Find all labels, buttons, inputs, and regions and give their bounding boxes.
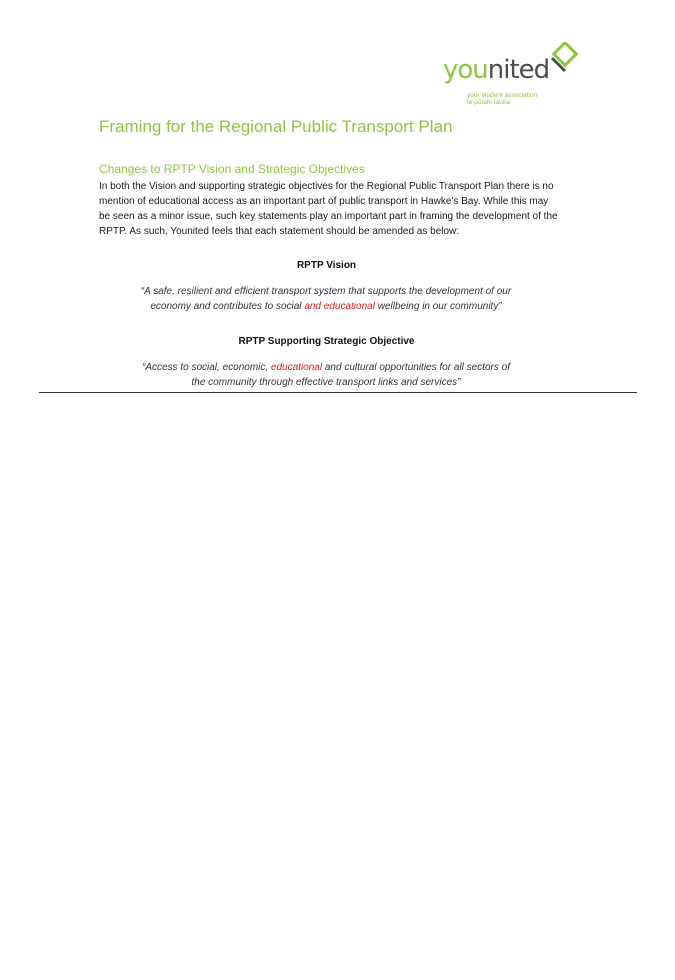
- logo-tagline-line2: te pūtahi tauira: [467, 99, 511, 106]
- document-title: Framing for the Regional Public Transport Plan: [99, 117, 453, 136]
- objective-quote: [140, 360, 512, 390]
- objective-heading: RPTP Supporting Strategic Objective: [238, 336, 415, 347]
- objective-heading-block: [99, 336, 554, 347]
- objective-quote-highlight: educational: [270, 362, 323, 373]
- vision-heading: RPTP Vision: [296, 260, 357, 271]
- objective-quote-part2: and cultural opportunities for all sectors of the community through effective transport links and services”: [191, 362, 510, 388]
- vision-quote-highlight: and educational: [304, 301, 375, 312]
- body-paragraph: In both the Vision and supporting strategic objectives for the Regional Public Transport Plan there is no mention of educational access as an important part of public transport in Hawke’s Bay. While this may be seen as a minor issue, such key statements play an important part in framing the development of the RPTP. As such, Younited feels that each statement should be amended as below:: [99, 181, 558, 237]
- logo-word-nited: nited: [487, 55, 550, 85]
- vision-quote-part1: “A safe, resilient and efficient transport system that supports the development of our economy and contributes to social: [140, 286, 512, 312]
- vision-quote: [140, 284, 512, 314]
- vision-heading-block: [99, 260, 554, 271]
- logo-tagline-line1: your student association: [467, 92, 538, 99]
- section-heading: Changes to RPTP Vision and Strategic Objectives: [99, 162, 365, 176]
- logo-word-you: you: [443, 55, 488, 85]
- page-divider: [39, 392, 637, 393]
- logo-tagline: [467, 92, 537, 106]
- objective-quote-part1: “Access to social, economic,: [142, 362, 271, 373]
- logo-wordmark: [443, 56, 549, 84]
- vision-quote-part2: wellbeing in our community”: [374, 301, 502, 312]
- younited-logo: [440, 42, 585, 114]
